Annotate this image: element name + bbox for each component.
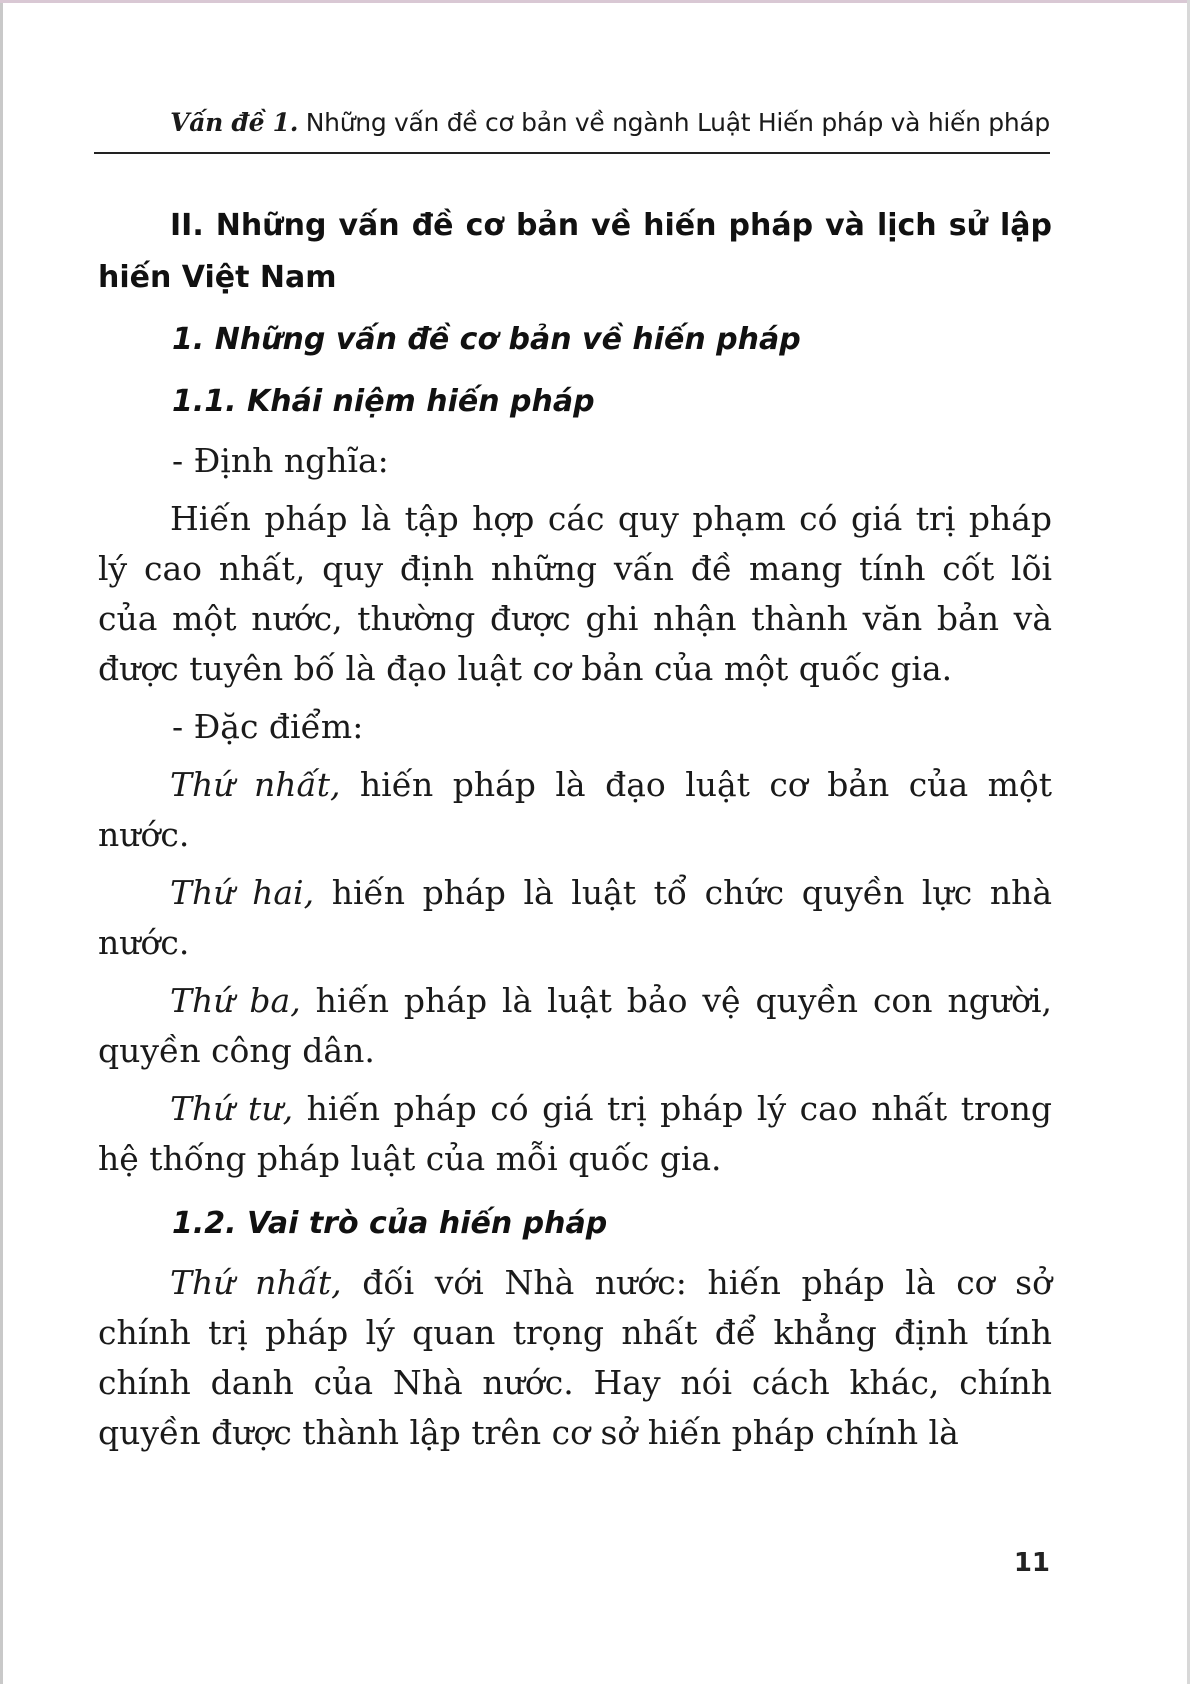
feature-2 (98, 868, 1052, 968)
feature-2-text: hiến pháp là luật tổ chức quyền lực nhà nước. (98, 873, 1052, 962)
feature-1-text: hiến pháp là đạo luật cơ bản của một nước. (98, 765, 1052, 854)
subheading-1-2: 1.2. Vai trò của hiến pháp (172, 1206, 608, 1241)
feature-4 (98, 1084, 1052, 1184)
page-edge-top (0, 0, 1190, 3)
feature-3-text: hiến pháp là luật bảo vệ quyền con người, quyền công dân. (98, 981, 1052, 1070)
subheading-1-1: 1.1. Khái niệm hiến pháp (172, 384, 595, 419)
feature-2-lead: Thứ hai, (170, 873, 315, 912)
page-edge-left (0, 0, 3, 1684)
definition-label: - Định nghĩa: (172, 441, 389, 480)
subheading-1: 1. Những vấn đề cơ bản về hiến pháp (172, 322, 801, 357)
header-rule (94, 152, 1050, 154)
feature-3-lead: Thứ ba, (170, 981, 301, 1020)
running-head (94, 108, 1050, 137)
definition-paragraph: Hiến pháp là tập hợp các quy phạm có giá trị pháp lý cao nhất, quy định những vấn đề mang tính cốt lõi của một nước, thường được ghi nhận thành văn bản và được tuyên bố là đạo luật cơ bản của một quốc gia. (98, 499, 1052, 688)
page-content (98, 200, 1052, 1458)
feature-1-lead: Thứ nhất, (170, 765, 341, 804)
running-head-chapter: Vấn đề 1. (170, 108, 299, 137)
feature-3 (98, 976, 1052, 1076)
running-head-title: Những vấn đề cơ bản về ngành Luật Hiến pháp và hiến pháp (305, 108, 1050, 137)
feature-4-text: hiến pháp có giá trị pháp lý cao nhất trong hệ thống pháp luật của mỗi quốc gia. (98, 1089, 1053, 1178)
feature-4-lead: Thứ tư, (170, 1089, 294, 1128)
feature-1 (98, 760, 1052, 860)
role-text: đối với Nhà nước: hiến pháp là cơ sở chính trị pháp lý quan trọng nhất để khẳng định tính chính danh của Nhà nước. Hay nói cách khác, chính quyền được thành lập trên cơ sở hiến pháp chính là (98, 1263, 1052, 1452)
page-number: 11 (1013, 1548, 1050, 1578)
role-paragraph (98, 1258, 1052, 1458)
features-label: - Đặc điểm: (172, 707, 364, 746)
role-lead: Thứ nhất, (170, 1263, 342, 1302)
section-heading: II. Những vấn đề cơ bản về hiến pháp và lịch sử lập hiến Việt Nam (98, 208, 1052, 295)
